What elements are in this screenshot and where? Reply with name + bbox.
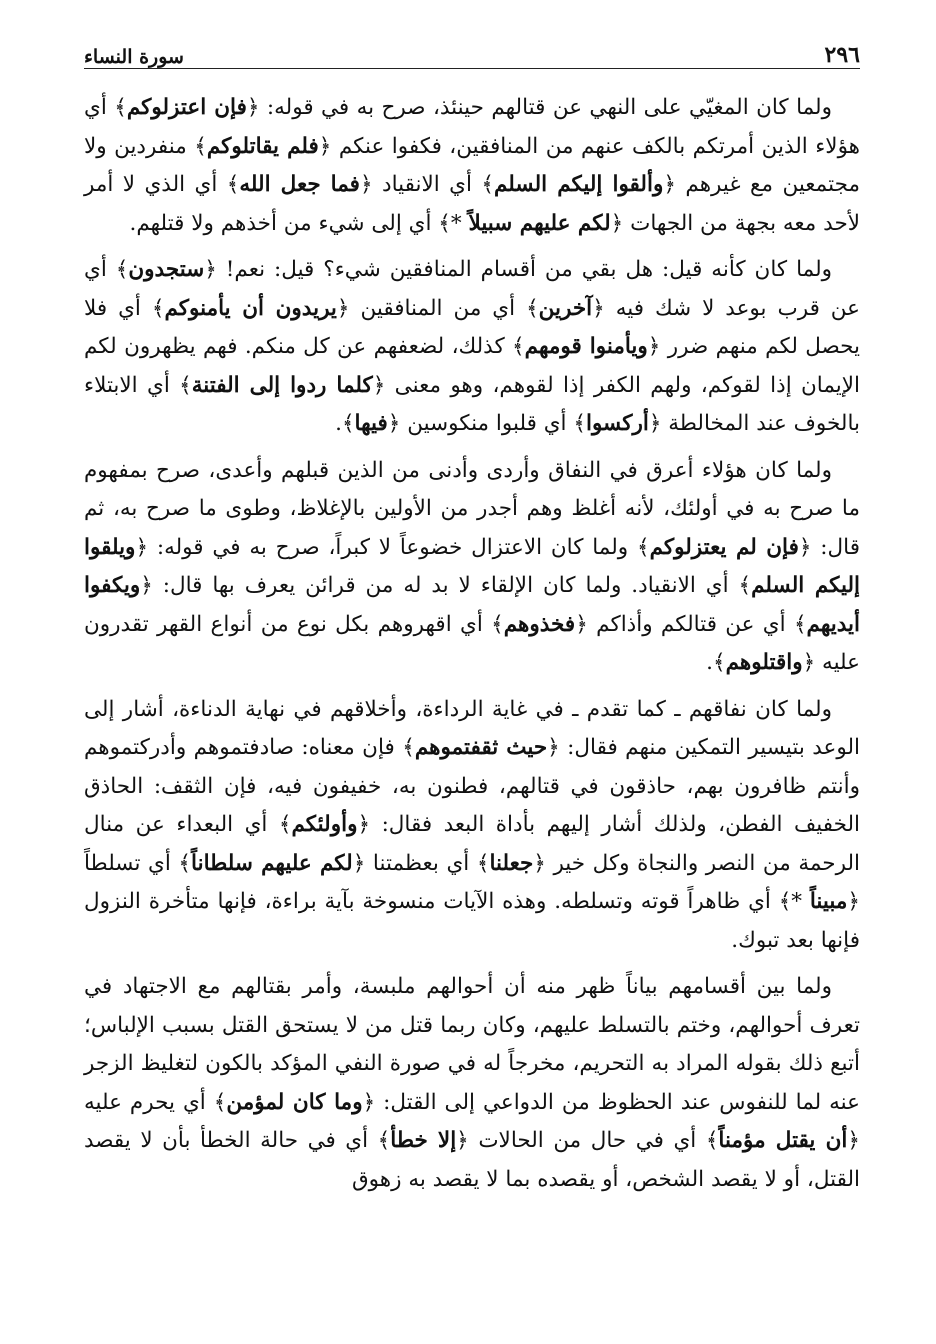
quran-quote: ﴿ مبيناً *﴾	[779, 889, 860, 914]
quran-quote: ﴿ ويلقوا إليكم السلم ﴾	[84, 535, 860, 599]
quran-quote: ﴿ آخرين ﴾	[526, 296, 605, 321]
text-run: أي في حالة الخطأ بأن لا يقصد القتل، أو لا يقصد الشخص، أو يقصده بما لا يقصد به زهوق	[84, 1128, 860, 1192]
text-run: أي بعظمتنا	[365, 850, 477, 876]
text-run: أي هؤلاء الذين أمرتكم بالكف عنهم من المنافقين، فكفوا عنكم	[84, 95, 861, 159]
quran-quote: ﴿ أركسوا ﴾	[573, 411, 661, 436]
text-run: أي ظاهراً قوته وتسلطه. وهذه الآيات منسوخة بآية براءة، فإنها متأخرة النزول فإنها بعد تبوك.	[84, 889, 860, 953]
book-page	[84, 34, 860, 1304]
quran-quote: ﴿ فما جعل الله ﴾	[227, 172, 373, 197]
text-run: أي البعداء عن منال الرحمة من النصر والنجاة وكل خير	[84, 812, 860, 876]
text-run: أي من المنافقين	[349, 295, 527, 321]
quran-quote: ﴿ فخذوهم ﴾	[491, 612, 588, 637]
text-run: أي الذي لا أمر لأحد معه بجهة من الجهات	[84, 172, 860, 236]
text-run: أي إلى شيء من أخذهم ولا قتلهم.	[129, 210, 439, 236]
text-run: ولما كان نفاقهم ـ كما تقدم ـ في غاية الرداءة، وأخلاقهم في نهاية الدناءة، أشار إلى الوعد بتيسير التمكين منهم فقال:	[84, 696, 860, 760]
quran-quote: ﴿ واقتلوهم ﴾	[713, 650, 815, 675]
quran-quote: ﴿ يريدون أن يأمنوكم ﴾	[152, 296, 350, 321]
paragraph-4	[84, 691, 860, 961]
text-run: كذلك، لضعفهم عن كل منكم. فهم يظهرون لكم الإيمان إذا لقوكم، ولهم الكفر إذا لقوهم، وهو معنى	[84, 334, 861, 398]
quran-quote: ﴿ كلما ردوا إلى الفتنة ﴾	[179, 373, 385, 398]
text-run: أي فلا يحصل لكم منهم ضرر	[84, 295, 860, 359]
quran-quote: ﴿ جعلنا ﴾	[477, 851, 546, 876]
quran-quote: ﴿ ستجدون ﴾	[116, 257, 217, 282]
text-run: أي في حال من الحالات	[468, 1128, 706, 1153]
text-run: .	[706, 650, 713, 675]
text-run: .	[335, 411, 342, 436]
text-run: ولما كان الاعتزال خضوعاً لا كبراً، صرح به في قوله:	[148, 534, 637, 560]
text-run: ولما كان كأنه قيل: هل بقي من أقسام المنافقين شيء؟ قيل: نعم!	[216, 257, 833, 282]
text-run: أي تسلطاً	[84, 850, 179, 876]
paragraph-5	[84, 968, 860, 1199]
quran-quote: ﴿ وما كان لمؤمن ﴾	[214, 1090, 375, 1115]
quran-quote: ﴿ إلا خطأ ﴾	[378, 1128, 469, 1153]
text-run: أي عن قتالكم وأذاكم	[587, 611, 794, 637]
paragraph-2	[84, 251, 860, 444]
quran-quote: ﴿ لكم عليهم سلطاناً ﴾	[178, 851, 365, 876]
text-run: ولما كان هؤلاء أعرق في النفاق وأردى وأدنى من الذين قبلهم وأعدى، صرح بمفهوم ما صرح به في أولئك، لأنه أغلظ وهم أجدر من الأولين بالإغلاظ، وطوى ما صرح به، ثم قال:	[84, 457, 860, 560]
text-run: أي اقهروهم بكل نوع من أنواع القهر تقدرون عليه	[84, 611, 860, 675]
surah-title: سورة النساء	[84, 46, 184, 68]
running-head	[84, 34, 860, 69]
quran-quote: ﴿ لكم عليهم سبيلاً *﴾	[438, 211, 623, 236]
page-number: ٢٩٦	[824, 42, 860, 68]
quran-quote: ﴿ فلم يقاتلوكم ﴾	[194, 134, 331, 159]
quran-quote: ﴿ ويكفوا أيديهم ﴾	[84, 573, 860, 637]
quran-quote: ﴿ أن يقتل مؤمناً ﴾	[706, 1128, 860, 1153]
quran-quote: ﴿ ويأمنوا قومهم ﴾	[512, 334, 660, 359]
text-run: فإن معناه: صادفتموهم وأدركتموهم وأنتم ظافرون بهم، حاذقون في قتالهم، فطنون به، خفيفون فيه، فإن الثقف: الحاذق الخفيف الفطن، ولذلك أشار إليهم بأداة البعد فقال:	[84, 735, 860, 837]
text-run: أي قلبوا منكوسين	[400, 411, 574, 436]
paragraph-1	[84, 89, 860, 243]
text-run: أي الابتلاء بالخوف عند المخالطة	[84, 372, 860, 436]
text-run: ولما كان المغيّي على النهي عن قتالهم حينئذ، صرح به في قوله:	[259, 95, 832, 120]
quran-quote: ﴿ وأولئكم ﴾	[279, 812, 370, 837]
text-run: أي الانقياد. ولما كان الإلقاء لا بد له من قرائن يعرف بها قال:	[152, 573, 739, 598]
text-run: ولما بين أقسامهم بياناً ظهر منه أن أحوالهم ملبسة، وأمر بقتالهم مع الاجتهاد في تعرف أحوالهم، وختم بالتسلط عليهم، وكان ربما قتل من لا يستحق القتل بسبب الإلباس؛ أتبع ذلك بقوله المراد به التحريم، مخرجاً له في صورة النفي المؤكد بالكون لتغليظ الزجر عنه لما للنفوس عند الحظوظ من الدواعي إلى القتل:	[84, 974, 860, 1115]
paragraph-3	[84, 452, 860, 683]
quran-quote: ﴿ فإن لم يعتزلوكم ﴾	[637, 535, 812, 560]
text-run: أي يحرم عليه	[84, 1089, 214, 1115]
quran-quote: ﴿ وألقوا إليكم السلم ﴾	[481, 172, 676, 197]
text-run: أي الانقياد	[372, 172, 482, 197]
body-text	[84, 89, 860, 1199]
quran-quote: ﴿ حيث ثقفتموهم ﴾	[402, 735, 560, 760]
quran-quote: ﴿ فإن اعتزلوكم ﴾	[114, 95, 259, 120]
quran-quote: ﴿ فيها ﴾	[342, 411, 400, 436]
text-run: منفردين ولا مجتمعين مع غيرهم	[84, 133, 860, 197]
text-run: أي عن قرب بوعد لا شك فيه	[84, 257, 860, 321]
